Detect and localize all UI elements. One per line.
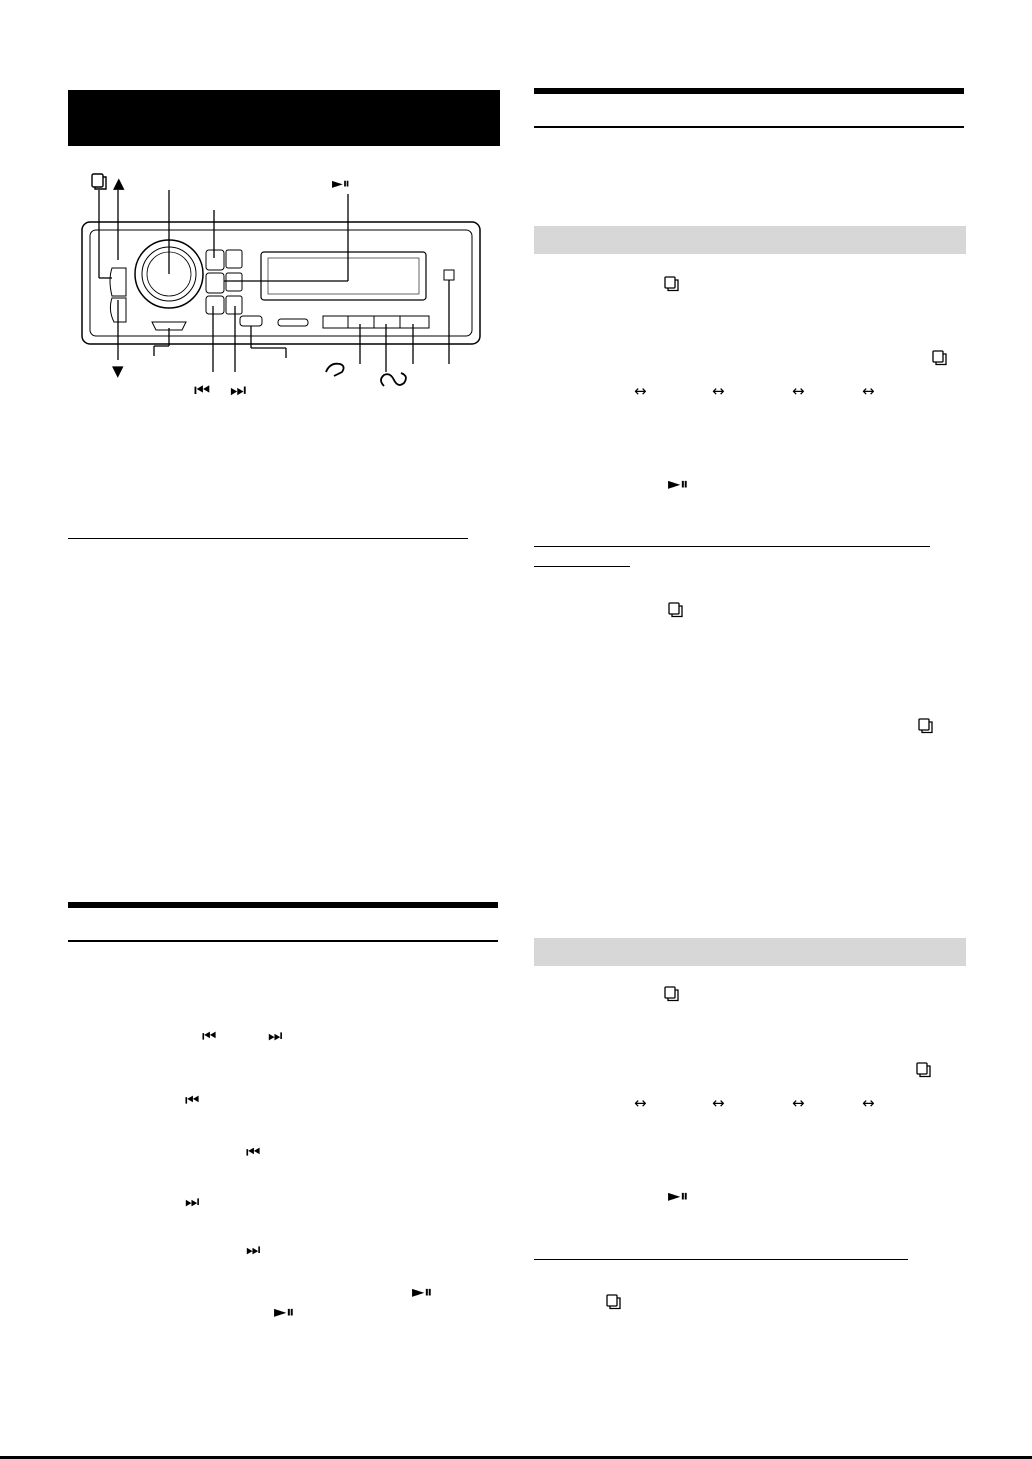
repeat-icon: [326, 364, 344, 376]
play-pause-icon: ►⏸: [668, 1186, 689, 1205]
book-icon: [918, 718, 934, 734]
left-section-rule-bottom: [68, 940, 498, 942]
bidirectional-arrow: ↔: [792, 1094, 805, 1112]
book-icon: [664, 276, 680, 292]
bidirectional-arrow: ↔: [634, 382, 647, 400]
prev-icon: ⏮: [246, 1142, 261, 1161]
bidirectional-arrow: ↔: [712, 1094, 725, 1112]
book-icon: [932, 350, 948, 366]
prev-label: ⏮: [194, 380, 211, 401]
book-icon: [606, 1294, 622, 1310]
next-icon: ⏭: [268, 1026, 283, 1045]
book-icon: [664, 986, 680, 1002]
play-pause-icon: ►⏸: [274, 1302, 295, 1321]
shuffle-icon: [381, 373, 406, 386]
prev-icon: ⏮: [185, 1090, 200, 1109]
right-underline-3: [534, 1259, 908, 1260]
right-section-rule-top: [534, 88, 964, 94]
bidirectional-arrow: ↔: [862, 382, 875, 400]
book-icon: [92, 174, 106, 189]
book-icon: [668, 602, 684, 618]
down-arrow-label: ▼: [112, 362, 124, 380]
next-label: ⏭: [230, 380, 247, 401]
right-underline-1: [534, 546, 930, 547]
section-title-banner: [68, 90, 500, 146]
play-pause-label: ►⏸: [332, 176, 350, 192]
left-section-rule-top: [68, 902, 498, 908]
book-icon: [916, 1062, 932, 1078]
next-icon: ⏭: [246, 1240, 261, 1259]
bidirectional-arrow: ↔: [792, 382, 805, 400]
bidirectional-arrow: ↔: [862, 1094, 875, 1112]
left-underline-1: [68, 538, 468, 539]
right-section-rule-bottom: [534, 126, 964, 128]
prev-icon: ⏮: [202, 1026, 217, 1045]
head-unit-diagram: [68, 160, 500, 405]
play-pause-icon: ►⏸: [668, 474, 689, 493]
next-icon: ⏭: [185, 1192, 200, 1211]
subsection-band-1: [534, 226, 966, 254]
play-pause-icon: ►⏸: [412, 1282, 433, 1301]
bidirectional-arrow: ↔: [634, 1094, 647, 1112]
bidirectional-arrow: ↔: [712, 382, 725, 400]
subsection-band-2: [534, 938, 966, 966]
right-underline-2: [534, 566, 630, 567]
up-arrow-label: ▲: [113, 174, 125, 192]
